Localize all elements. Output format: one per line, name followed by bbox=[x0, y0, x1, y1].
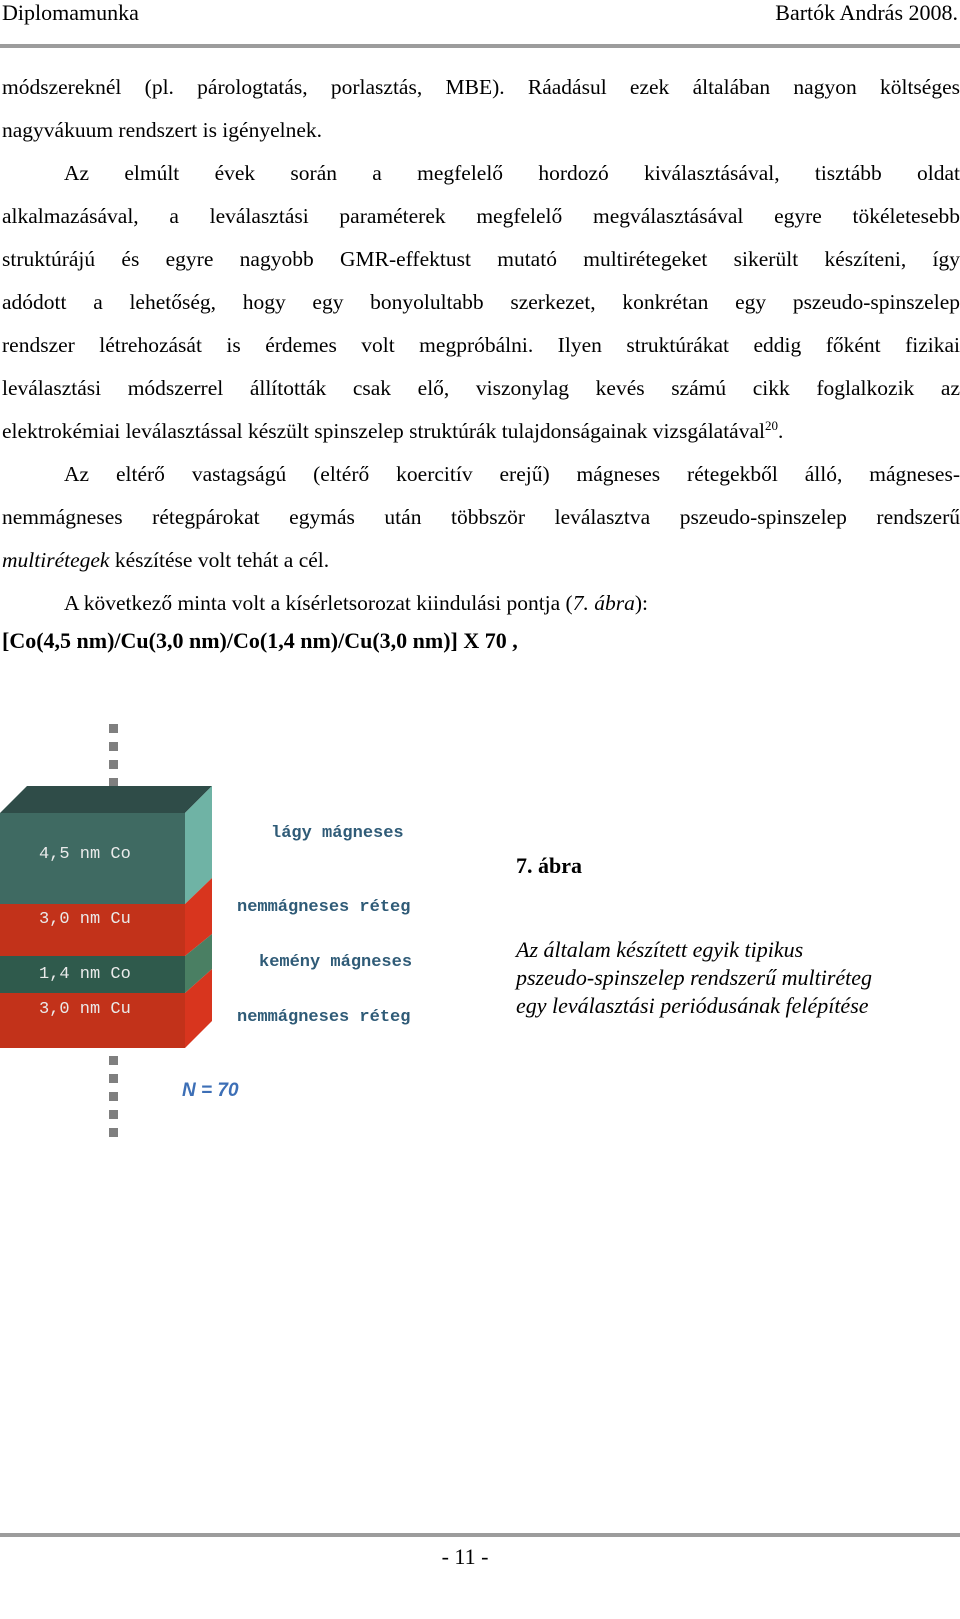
paragraph-line: nemmágneses rétegpárokat egymás után többször leválasztva pszeudo-spinszelep rendszerű bbox=[2, 505, 960, 529]
dash-dot bbox=[109, 1110, 118, 1119]
dash-dot bbox=[109, 1092, 118, 1101]
page-header bbox=[0, 0, 960, 28]
header-title: Diplomamunka bbox=[2, 0, 139, 25]
header-author-year: Bartók András 2008. bbox=[775, 0, 958, 25]
page-number: - 11 - bbox=[441, 1544, 489, 1569]
dash-dot bbox=[109, 1128, 118, 1137]
paragraph-line: alkalmazásával, a leválasztási paraméterek megfelelő megválasztásával egyre tökéletesebb bbox=[2, 204, 960, 228]
paragraph-line bbox=[2, 539, 960, 582]
annotation-soft-magnetic: lágy mágneses bbox=[271, 824, 404, 843]
dash-dot bbox=[109, 742, 118, 751]
paragraph-line: Az eltérő vastagságú (eltérő koercitív erejű) mágneses rétegekből álló, mágneses- bbox=[64, 462, 960, 486]
layer-label-co-hard: 1,4 nm Co bbox=[39, 965, 131, 984]
figure-7 bbox=[0, 700, 960, 1180]
paragraph-line: nagyvákuum rendszert is igényelnek. bbox=[2, 118, 323, 142]
figure-caption-title: 7. ábra bbox=[516, 853, 582, 878]
italic-term: multirétegek bbox=[2, 548, 110, 572]
paragraph-line: rendszer létrehozását is érdemes volt megpróbálni. Ilyen struktúrákat eddig főként fizikai bbox=[2, 333, 960, 357]
paragraph-text: ): bbox=[634, 591, 648, 615]
layer-label-co-soft: 4,5 nm Co bbox=[39, 845, 131, 864]
figure-reference: 7. ábra bbox=[572, 591, 635, 615]
dash-dot bbox=[109, 1074, 118, 1083]
body-text bbox=[2, 66, 960, 625]
layer-label-cu: 3,0 nm Cu bbox=[39, 1000, 131, 1019]
paragraph-text: A következő minta volt a kísérletsorozat kiindulási pontja ( bbox=[64, 591, 573, 615]
annotation-nonmagnetic: nemmágneses réteg bbox=[237, 1008, 411, 1027]
reference-superscript: 20 bbox=[765, 418, 778, 433]
repeat-count-label: N = 70 bbox=[182, 1080, 239, 1101]
caption-line: Az általam készített egyik tipikus bbox=[516, 937, 804, 962]
paragraph-line: adódott a lehetőség, hogy egy bonyolultabb szerkezet, konkrétan egy pszeudo-spinszelep bbox=[2, 290, 960, 314]
paragraph-line: struktúrájú és egyre nagyobb GMR-effektust mutató multirétegeket sikerült készíteni, így bbox=[2, 247, 960, 271]
dash-dot bbox=[109, 760, 118, 769]
dash-dot bbox=[109, 1056, 118, 1065]
paragraph-text: . bbox=[778, 419, 784, 443]
caption-line: egy leválasztási periódusának felépítése bbox=[516, 993, 869, 1018]
caption-line: pszeudo-spinszelep rendszerű multiréteg bbox=[516, 965, 873, 990]
paragraph-text: elektrokémiai leválasztással készült spinszelep struktúrák tulajdonságainak vizsgálatával bbox=[2, 419, 765, 443]
paragraph-line: Az elmúlt évek során a megfelelő hordozó kiválasztásával, tisztább oldat bbox=[64, 161, 960, 185]
paragraph-line: módszereknél (pl. párologtatás, porlasztás, MBE). Ráadásul ezek általában nagyon költséges bbox=[2, 75, 960, 99]
paragraph-line bbox=[2, 410, 960, 453]
layer-label-cu: 3,0 nm Cu bbox=[39, 910, 131, 929]
header-rule bbox=[0, 44, 960, 48]
footer-rule bbox=[0, 1533, 960, 1537]
annotation-hard-magnetic: kemény mágneses bbox=[259, 953, 413, 972]
paragraph-text: készítése volt tehát a cél. bbox=[109, 548, 330, 572]
figure-caption bbox=[516, 936, 946, 1020]
structure-formula: [Co(4,5 nm)/Cu(3,0 nm)/Co(1,4 nm)/Cu(3,0 nm)] X 70 , bbox=[2, 628, 518, 653]
paragraph-line: leválasztási módszerrel állították csak elő, viszonylag kevés számú cikk foglalkozik az bbox=[2, 376, 960, 400]
dash-dot bbox=[109, 724, 118, 733]
annotation-nonmagnetic: nemmágneses réteg bbox=[237, 898, 411, 917]
stack-top-face bbox=[0, 786, 212, 813]
paragraph-line bbox=[2, 582, 960, 625]
